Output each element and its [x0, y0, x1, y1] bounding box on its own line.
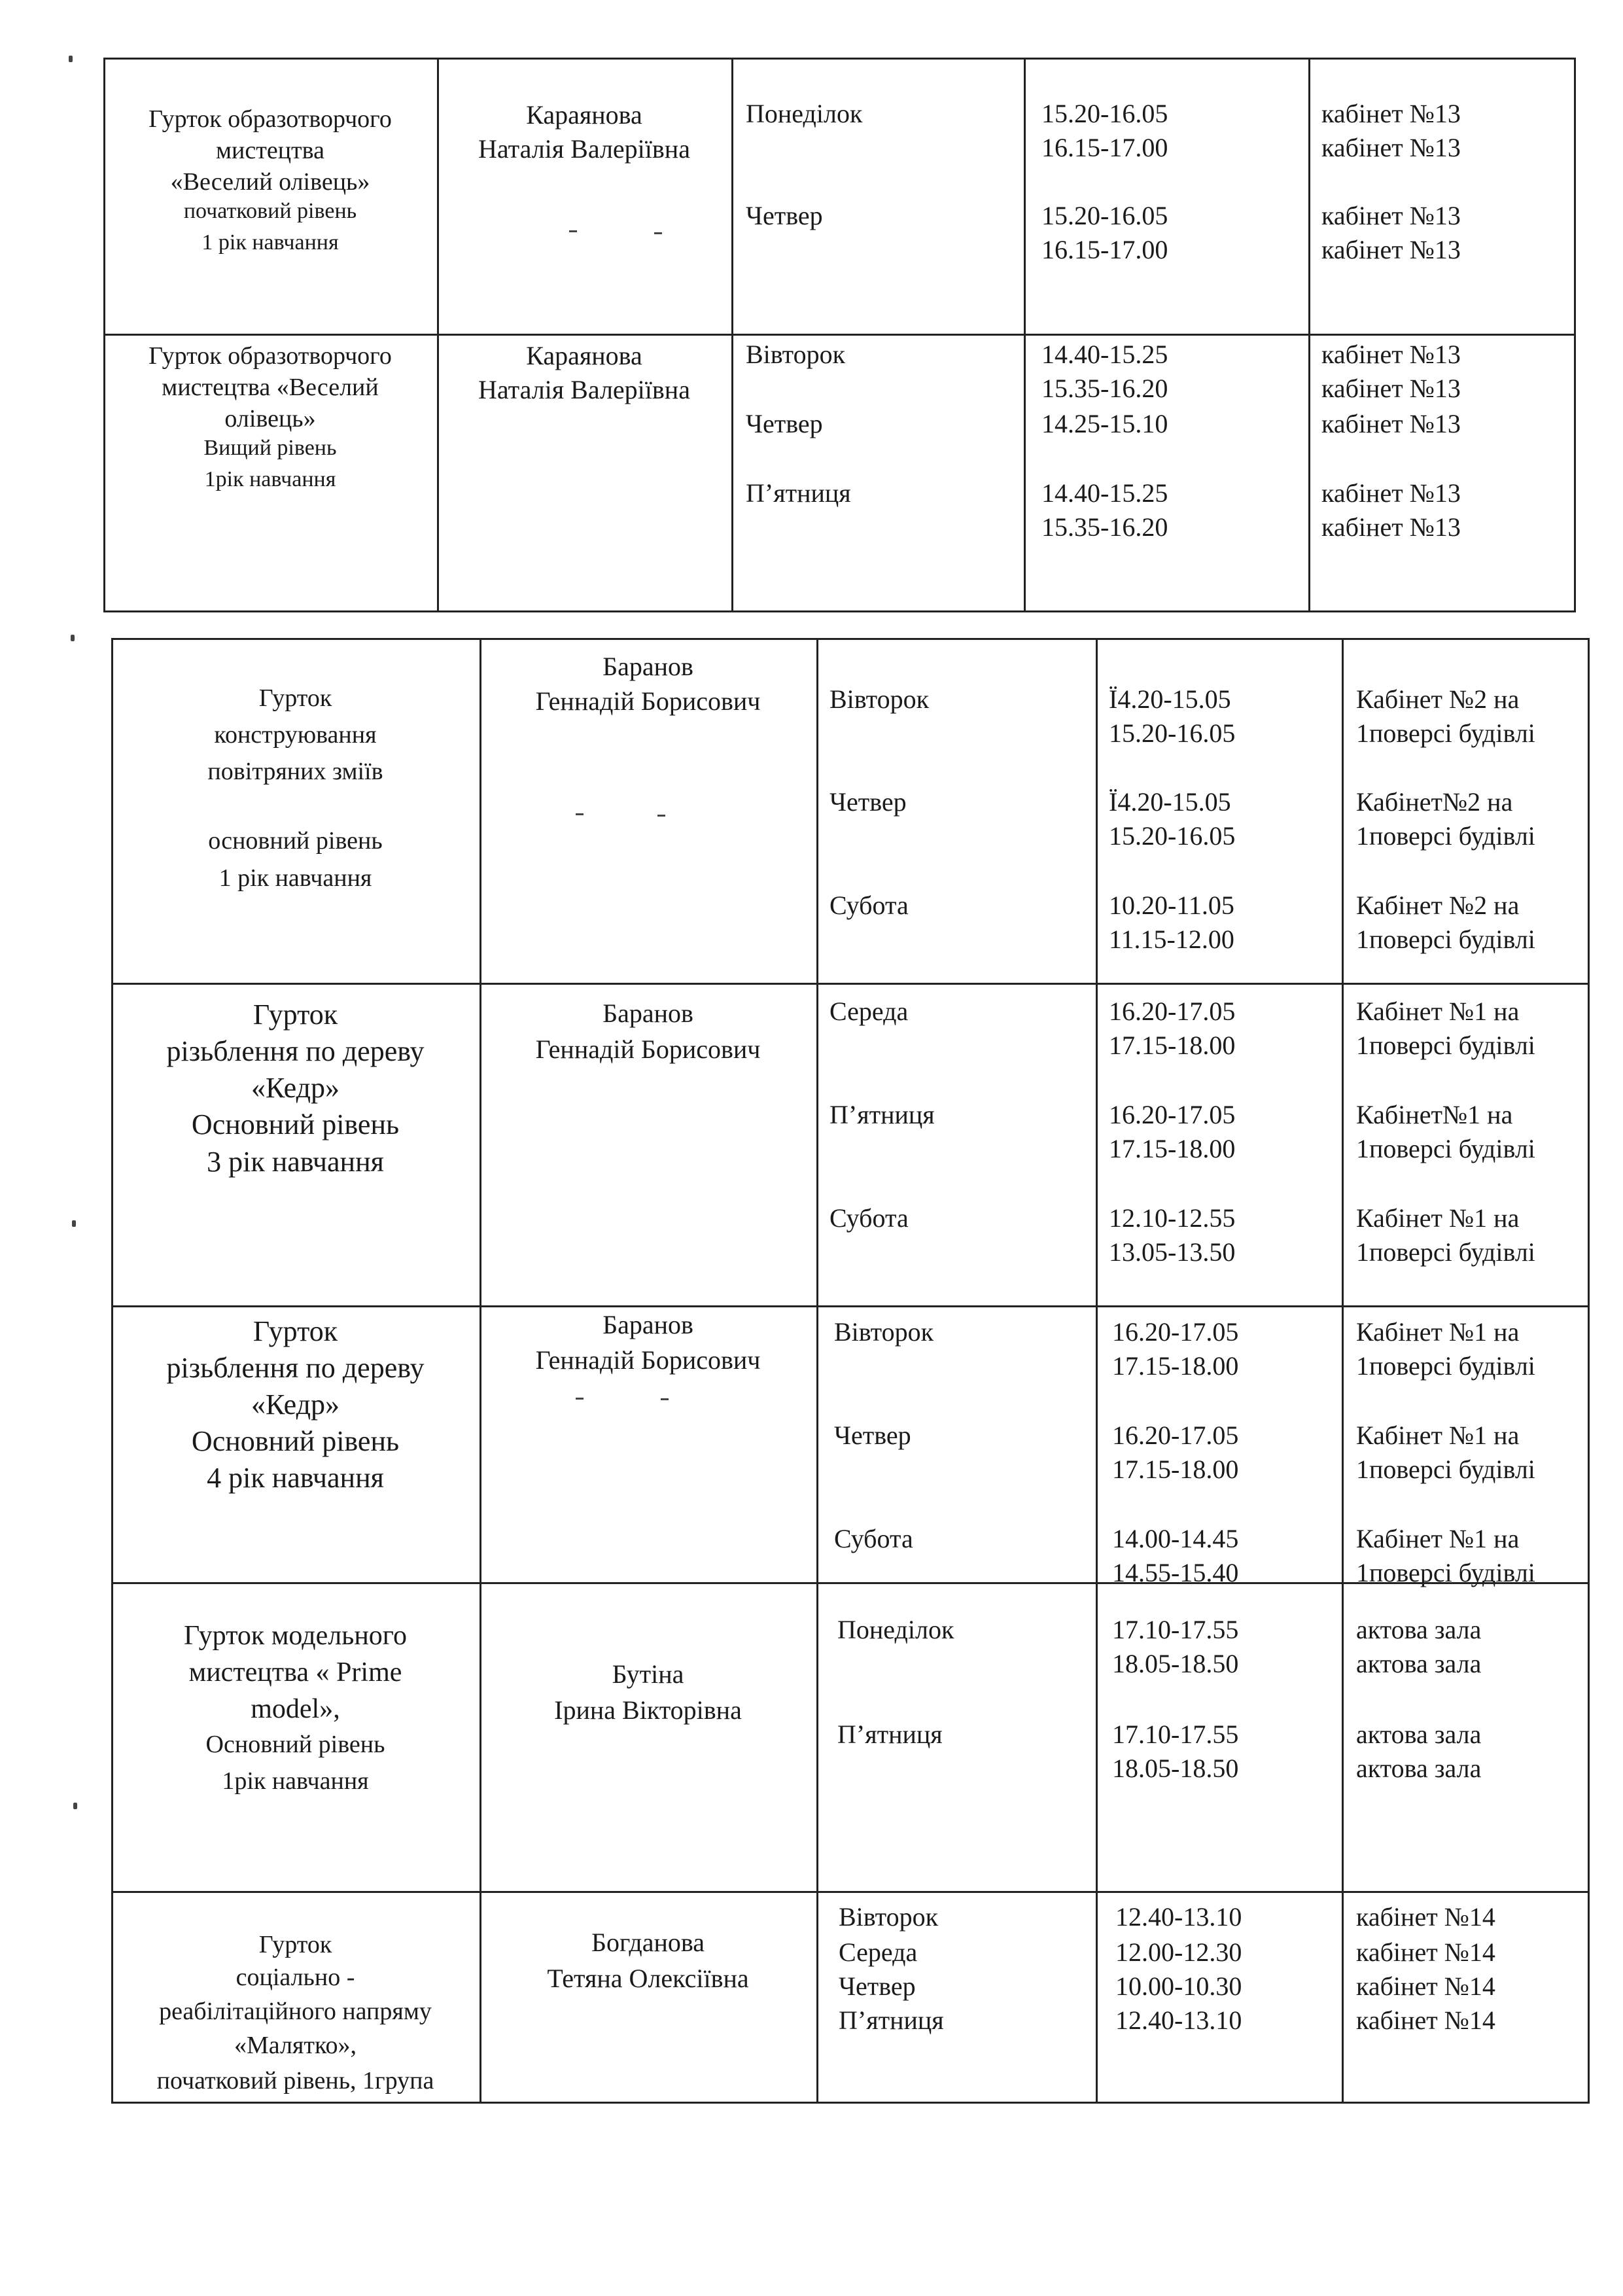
teacher-name-line: Наталія Валеріївна — [478, 375, 690, 404]
scan-dash — [576, 1398, 584, 1400]
weekday: Вівторок — [746, 340, 846, 369]
room-label: 1поверсі будівлі — [1356, 821, 1535, 851]
circle-name-line: Вищий рівень — [203, 436, 337, 460]
circle-name-line: 1 рік навчання — [201, 230, 339, 255]
circle-name-line: Гурток образотворчого — [148, 105, 392, 133]
room-label: 1поверсі будівлі — [1356, 1237, 1535, 1267]
room-label: кабінет №13 — [1321, 409, 1461, 438]
teacher-name-line: Баранов — [602, 998, 693, 1028]
room-label: Кабінет №1 на — [1356, 1317, 1520, 1347]
room-label: Кабінет №1 на — [1356, 997, 1520, 1026]
time-slot: 14.00-14.45 — [1112, 1524, 1239, 1553]
room-label: кабінет №14 — [1356, 2005, 1495, 2035]
time-slot: 17.10-17.55 — [1112, 1720, 1239, 1749]
circle-name-line: соціально - — [236, 1964, 355, 1991]
scan-dash — [576, 813, 584, 815]
room-label: кабінет №13 — [1321, 340, 1461, 369]
weekday: Субота — [829, 891, 909, 920]
time-slot: 12.40-13.10 — [1115, 1902, 1242, 1932]
teacher-name-line: Тетяна Олексіївна — [547, 1964, 749, 1993]
circle-name-line: 4 рік навчання — [207, 1462, 384, 1494]
weekday: П’ятниця — [837, 1720, 943, 1749]
t2-cell — [480, 983, 818, 1307]
circle-name-line: Гурток модельного — [184, 1621, 407, 1651]
teacher-name-line: Караянова — [526, 100, 642, 130]
room-label: кабінет №13 — [1321, 235, 1461, 264]
circle-name-line: основний рівень — [208, 827, 383, 855]
time-slot: 14.55-15.40 — [1112, 1558, 1239, 1587]
room-label: актова зала — [1356, 1754, 1482, 1783]
circle-name-line: Основний рівень — [191, 1425, 400, 1457]
time-slot: 12.40-13.10 — [1115, 2005, 1242, 2035]
room-label: Кабінет №2 на — [1356, 684, 1520, 714]
time-slot: 17.15-18.00 — [1112, 1351, 1239, 1381]
room-label: 1поверсі будівлі — [1356, 1558, 1535, 1587]
circle-name-line: Гурток — [258, 1931, 332, 1958]
circle-name-line: model», — [251, 1694, 340, 1724]
room-label: кабінет №14 — [1356, 1937, 1495, 1967]
time-slot: Ї4.20-15.05 — [1109, 787, 1231, 817]
time-slot: 12.00-12.30 — [1115, 1937, 1242, 1967]
t2-cell — [480, 1582, 818, 1893]
weekday: Четвер — [834, 1421, 911, 1450]
weekday: Субота — [829, 1203, 909, 1233]
circle-name-line: Гурток — [253, 1315, 338, 1347]
room-label: Кабінет№1 на — [1356, 1100, 1513, 1129]
time-slot: 10.20-11.05 — [1109, 891, 1234, 920]
circle-name-line: Основний рівень — [205, 1731, 385, 1758]
room-label: Кабінет №1 на — [1356, 1421, 1520, 1450]
circle-name-line: «Кедр» — [251, 1072, 340, 1104]
circle-name-line: конструювання — [214, 721, 377, 749]
time-slot: 16.15-17.00 — [1041, 235, 1168, 264]
room-label: кабінет №13 — [1321, 133, 1461, 162]
weekday: П’ятниця — [829, 1100, 935, 1129]
weekday: Субота — [834, 1524, 913, 1553]
teacher-name-line: Богданова — [591, 1928, 705, 1957]
time-slot: 14.25-15.10 — [1041, 409, 1168, 438]
weekday: Четвер — [829, 787, 907, 817]
scan-dash — [654, 232, 662, 234]
circle-name-line: мистецтва — [216, 137, 324, 164]
time-slot: 15.35-16.20 — [1041, 374, 1168, 403]
teacher-name-line: Ірина Вікторівна — [554, 1695, 742, 1725]
weekday: Вівторок — [829, 684, 930, 714]
weekday: Четвер — [839, 1971, 916, 2001]
time-slot: 12.10-12.55 — [1109, 1203, 1236, 1233]
weekday: Вівторок — [834, 1317, 934, 1347]
t2-cell — [480, 1891, 818, 2104]
room-label: Кабінет №2 на — [1356, 891, 1520, 920]
circle-name-line: Основний рівень — [191, 1108, 400, 1140]
room-label: Кабінет№2 на — [1356, 787, 1513, 817]
weekday: П’ятниця — [839, 2005, 944, 2035]
weekday: Середа — [829, 997, 909, 1026]
scan-mark — [71, 635, 75, 641]
time-slot: Ї4.20-15.05 — [1109, 684, 1231, 714]
room-label: 1поверсі будівлі — [1356, 1031, 1535, 1060]
room-label: Кабінет №1 на — [1356, 1203, 1520, 1233]
room-label: актова зала — [1356, 1649, 1482, 1678]
teacher-name-line: Баранов — [602, 1310, 693, 1339]
weekday: Понеділок — [746, 99, 863, 128]
time-slot: 16.20-17.05 — [1109, 1100, 1236, 1129]
scan-dash — [657, 815, 665, 817]
room-label: 1поверсі будівлі — [1356, 718, 1535, 748]
time-slot: 15.20-16.05 — [1109, 821, 1236, 851]
t1-cell — [731, 334, 1026, 612]
circle-name-line: 1рік навчання — [204, 467, 336, 491]
room-label: кабінет №13 — [1321, 478, 1461, 508]
scan-mark — [73, 1803, 77, 1809]
t1-cell — [103, 58, 439, 336]
room-label: 1поверсі будівлі — [1356, 1455, 1535, 1484]
time-slot: 15.20-16.05 — [1041, 99, 1168, 128]
circle-name-line: початковий рівень — [183, 199, 357, 223]
time-slot: 15.20-16.05 — [1109, 718, 1236, 748]
room-label: актова зала — [1356, 1720, 1482, 1749]
room-label: актова зала — [1356, 1615, 1482, 1644]
time-slot: 16.20-17.05 — [1112, 1421, 1239, 1450]
circle-name-line: мистецтва «Веселий — [162, 374, 379, 401]
circle-name-line: Гурток — [253, 998, 338, 1031]
time-slot: 13.05-13.50 — [1109, 1237, 1236, 1267]
circle-name-line: 1рік навчання — [222, 1767, 369, 1795]
circle-name-line: різьблення по дереву — [166, 1035, 425, 1067]
circle-name-line: Гурток образотворчого — [148, 342, 392, 370]
teacher-name-line: Геннадій Борисович — [535, 686, 761, 716]
time-slot: 15.35-16.20 — [1041, 512, 1168, 542]
circle-name-line: реабілітаційного напряму — [159, 1998, 432, 2025]
scan-dash — [661, 1398, 669, 1400]
time-slot: 10.00-10.30 — [1115, 1971, 1242, 2001]
time-slot: 14.40-15.25 — [1041, 340, 1168, 369]
time-slot: 17.15-18.00 — [1109, 1134, 1236, 1163]
circle-name-line: повітряних зміїв — [207, 758, 383, 785]
room-label: кабінет №14 — [1356, 1902, 1495, 1932]
circle-name-line: 3 рік навчання — [207, 1146, 384, 1178]
time-slot: 11.15-12.00 — [1109, 925, 1234, 954]
teacher-name-line: Бутіна — [612, 1659, 684, 1689]
time-slot: 17.15-18.00 — [1109, 1031, 1236, 1060]
circle-name-line: мистецтва « Prime — [188, 1657, 402, 1687]
time-slot: 17.10-17.55 — [1112, 1615, 1239, 1644]
circle-name-line: олівець» — [224, 405, 316, 433]
circle-name-line: Гурток — [258, 684, 332, 712]
room-label: кабінет №13 — [1321, 99, 1461, 128]
circle-name-line: 1 рік навчання — [218, 864, 372, 892]
weekday: Четвер — [746, 201, 823, 230]
time-slot: 16.15-17.00 — [1041, 133, 1168, 162]
weekday: П’ятниця — [746, 478, 851, 508]
scan-mark — [72, 1220, 76, 1227]
time-slot: 16.20-17.05 — [1109, 997, 1236, 1026]
room-label: кабінет №13 — [1321, 201, 1461, 230]
circle-name-line: «Малятко», — [234, 2032, 357, 2059]
room-label: 1поверсі будівлі — [1356, 925, 1535, 954]
circle-name-line: різьблення по дереву — [166, 1352, 425, 1384]
time-slot: 18.05-18.50 — [1112, 1649, 1239, 1678]
weekday: Вівторок — [839, 1902, 939, 1932]
time-slot: 16.20-17.05 — [1112, 1317, 1239, 1347]
weekday: Середа — [839, 1937, 918, 1967]
scan-dash — [569, 230, 577, 232]
circle-name-line: «Веселий олівець» — [170, 168, 370, 196]
teacher-name-line: Караянова — [526, 341, 642, 370]
scan-mark — [69, 56, 73, 62]
weekday: Понеділок — [837, 1615, 954, 1644]
t2-cell — [816, 983, 1098, 1307]
weekday: Четвер — [746, 409, 823, 438]
time-slot: 17.15-18.00 — [1112, 1455, 1239, 1484]
time-slot: 14.40-15.25 — [1041, 478, 1168, 508]
teacher-name-line: Геннадій Борисович — [535, 1345, 761, 1375]
circle-name-line: «Кедр» — [251, 1388, 340, 1421]
room-label: кабінет №13 — [1321, 374, 1461, 403]
time-slot: 15.20-16.05 — [1041, 201, 1168, 230]
teacher-name-line: Геннадій Борисович — [535, 1034, 761, 1064]
room-label: кабінет №13 — [1321, 512, 1461, 542]
room-label: Кабінет №1 на — [1356, 1524, 1520, 1553]
time-slot: 18.05-18.50 — [1112, 1754, 1239, 1783]
teacher-name-line: Баранов — [602, 652, 693, 681]
teacher-name-line: Наталія Валеріївна — [478, 134, 690, 164]
room-label: 1поверсі будівлі — [1356, 1351, 1535, 1381]
circle-name-line: початковий рівень, 1група — [156, 2067, 434, 2094]
room-label: кабінет №14 — [1356, 1971, 1495, 2001]
room-label: 1поверсі будівлі — [1356, 1134, 1535, 1163]
